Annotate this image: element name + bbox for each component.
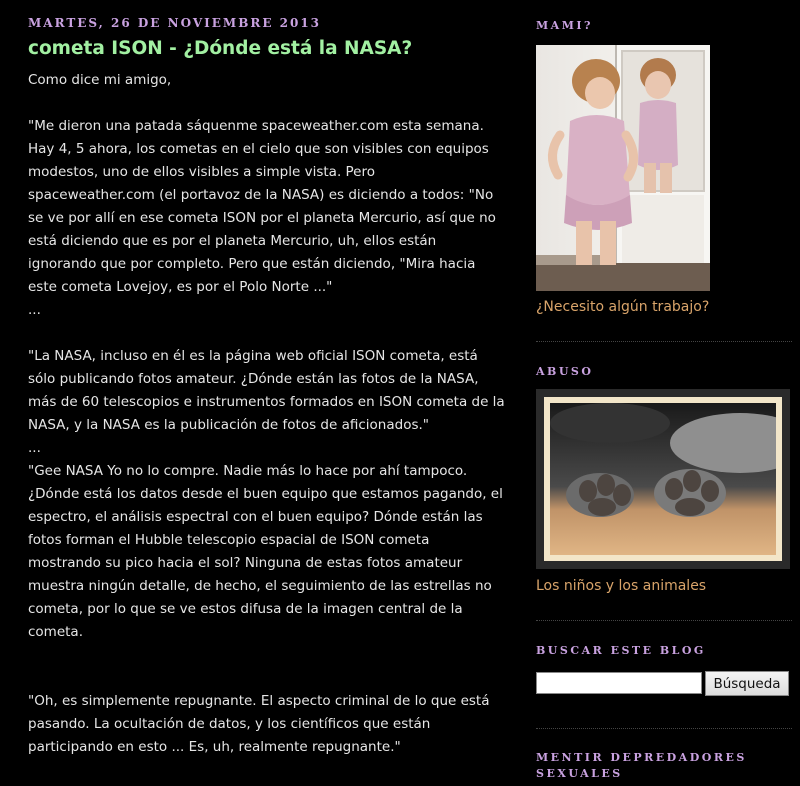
child-mirror-image[interactable]: [536, 45, 710, 291]
post-paragraph: "Gee NASA Yo no lo compre. Nadie más lo hace por ahí tampoco. ¿Dónde está los datos desde el buen equipo que estamos pagando, el espectro, el análisis espectral con el buen equipo? Dónde están las fotos forman el Hubble telescopio espacial de ISON cometa mostrando su pico hacia el sol? Ninguna de estas fotos amateur muestra ningún detalle, de hecho, el seguimiento de las estrellas no cometa, por lo que se ve estos difusa de la imagen central de la cometa.: [28, 463, 503, 640]
widget-divider: [536, 341, 792, 342]
child-mirror-link[interactable]: ¿Necesito algún trabajo?: [536, 299, 710, 315]
main-column: [28, 16, 506, 782]
search-form: [536, 671, 792, 697]
widget-title-abuso: ABUSO: [536, 365, 594, 378]
paws-link[interactable]: Los niños y los animales: [536, 578, 707, 594]
post-title[interactable]: cometa ISON - ¿Dónde está la NASA?: [28, 38, 413, 59]
post-paragraph: "La NASA, incluso en él es la página web oficial ISON cometa, está sólo publicando fotos amateur. ¿Dónde están las fotos de la NASA, más de 60 telescopios e instrumentos formados en ISON cometa de la NASA, y la NASA es la publicación de fotos de aficionados.": [28, 348, 505, 433]
post-date-header: MARTES, 26 DE NOVIEMBRE 2013: [28, 16, 322, 30]
post-paragraph: "Oh, es simplemente repugnante. El aspecto criminal de lo que está pasando. La ocultación de datos, y los científicos que están participando en esto ... Es, uh, realmente repugnante.": [28, 693, 490, 755]
widget-title-search: BUSCAR ESTE BLOG: [536, 644, 706, 657]
search-button[interactable]: Búsqueda: [705, 671, 789, 696]
paws-image[interactable]: [536, 389, 790, 569]
post-body: [28, 69, 506, 759]
widget-divider: [536, 728, 792, 729]
post-paragraph: ...: [28, 302, 41, 318]
post-paragraph: ...: [28, 440, 41, 456]
search-input[interactable]: [536, 672, 702, 694]
widget-title-mami: MAMI?: [536, 19, 593, 32]
widget-divider: [536, 620, 792, 621]
widget-title-mentir: MENTIR DEPREDADORES SEXUALES: [536, 751, 747, 780]
post-paragraph: Como dice mi amigo,: [28, 72, 172, 88]
post-paragraph: "Me dieron una patada sáquenme spaceweather.com esta semana. Hay 4, 5 ahora, los cometas en el cielo que son visibles con equipos modestos, uno de ellos visibles a simple vista. Pero spaceweather.com (el portavoz de la NASA) es diciendo a todos: "No se ve por allí en ese cometa ISON por el planeta Mercurio, así que no está diciendo que es por el planeta Mercurio, uh, ellos están ignorando que por completo. Pero que están diciendo, "Mira hacia este cometa Lovejoy, es por el Polo Norte ...": [28, 118, 496, 295]
